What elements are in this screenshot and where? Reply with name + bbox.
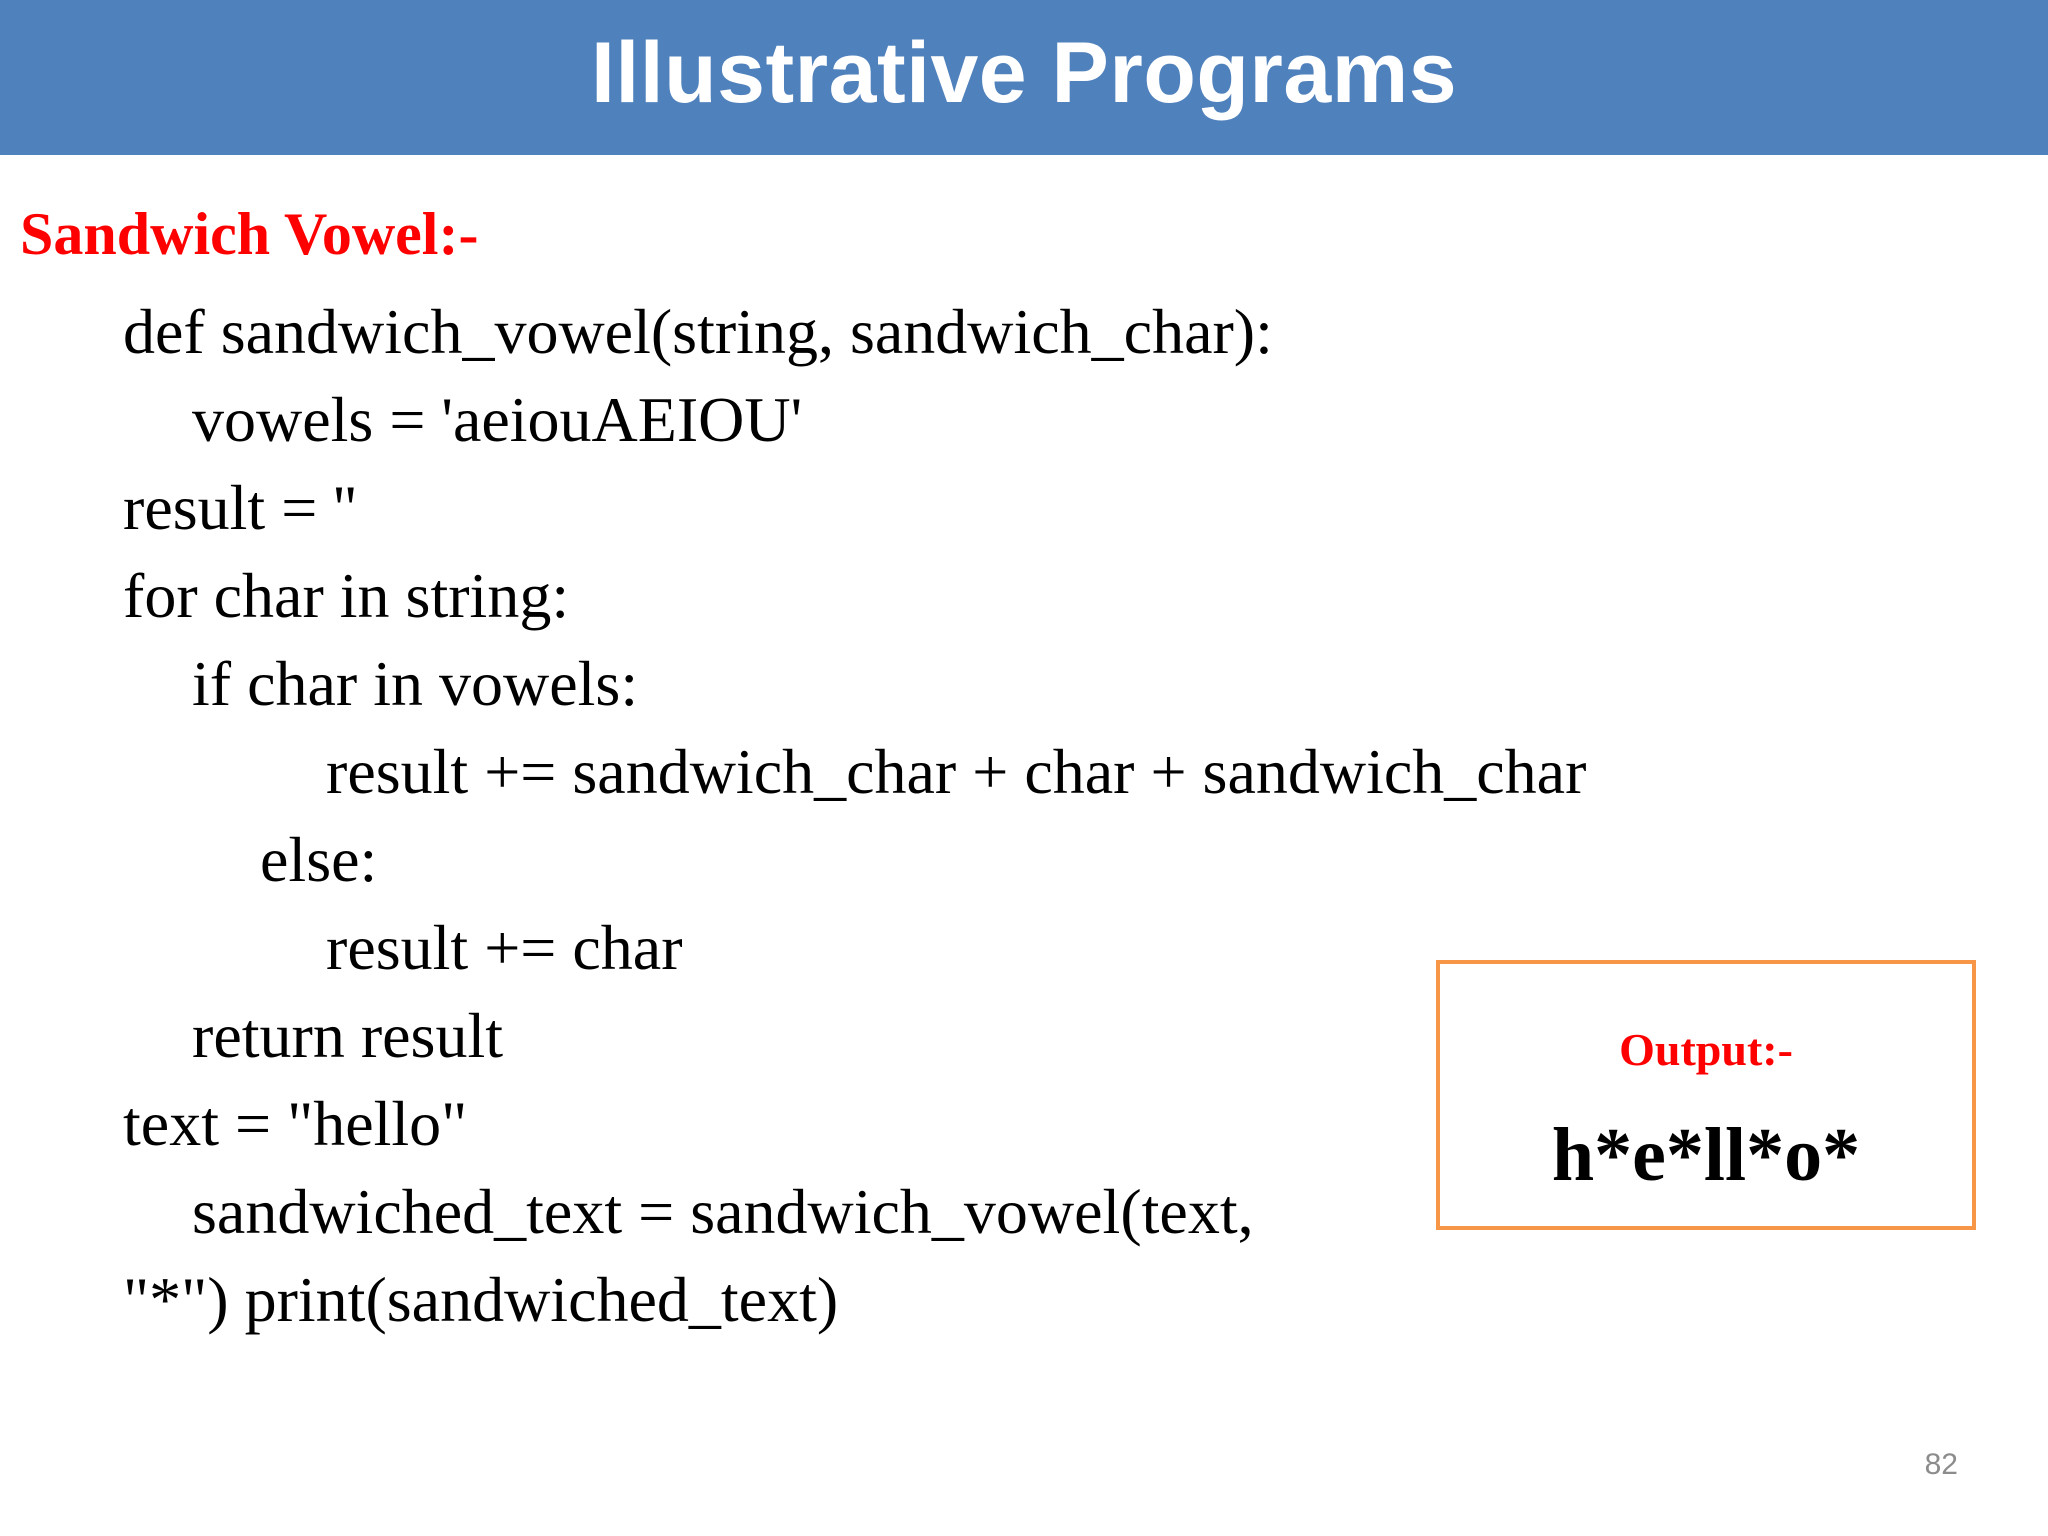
section-heading: Sandwich Vowel:- [20, 201, 479, 267]
code-line: result += char [326, 912, 683, 983]
slide-title: Illustrative Programs [590, 25, 1458, 121]
code-line: text = "hello" [123, 1088, 468, 1159]
code-line: def sandwich_vowel(string, sandwich_char): [123, 296, 1273, 367]
code-line: else: [260, 824, 378, 895]
code-line: sandwiched_text = sandwich_vowel(text, [192, 1176, 1254, 1247]
code-line: result = '' [123, 472, 357, 543]
code-line: result += sandwich_char + char + sandwich_char [326, 736, 1587, 807]
code-line: if char in vowels: [192, 648, 639, 719]
code-line: for char in string: [123, 560, 570, 631]
code-line: return result [192, 1000, 503, 1071]
output-label: Output:- [1619, 1024, 1793, 1075]
code-line: "*") print(sandwiched_text) [123, 1264, 839, 1335]
title-bar [0, 0, 2048, 155]
slide-number: 82 [1924, 1448, 1958, 1481]
output-box [1436, 960, 1976, 1230]
output-value: h*e*ll*o* [1551, 1113, 1861, 1197]
code-line: vowels = 'aeiouAEIOU' [192, 384, 803, 455]
